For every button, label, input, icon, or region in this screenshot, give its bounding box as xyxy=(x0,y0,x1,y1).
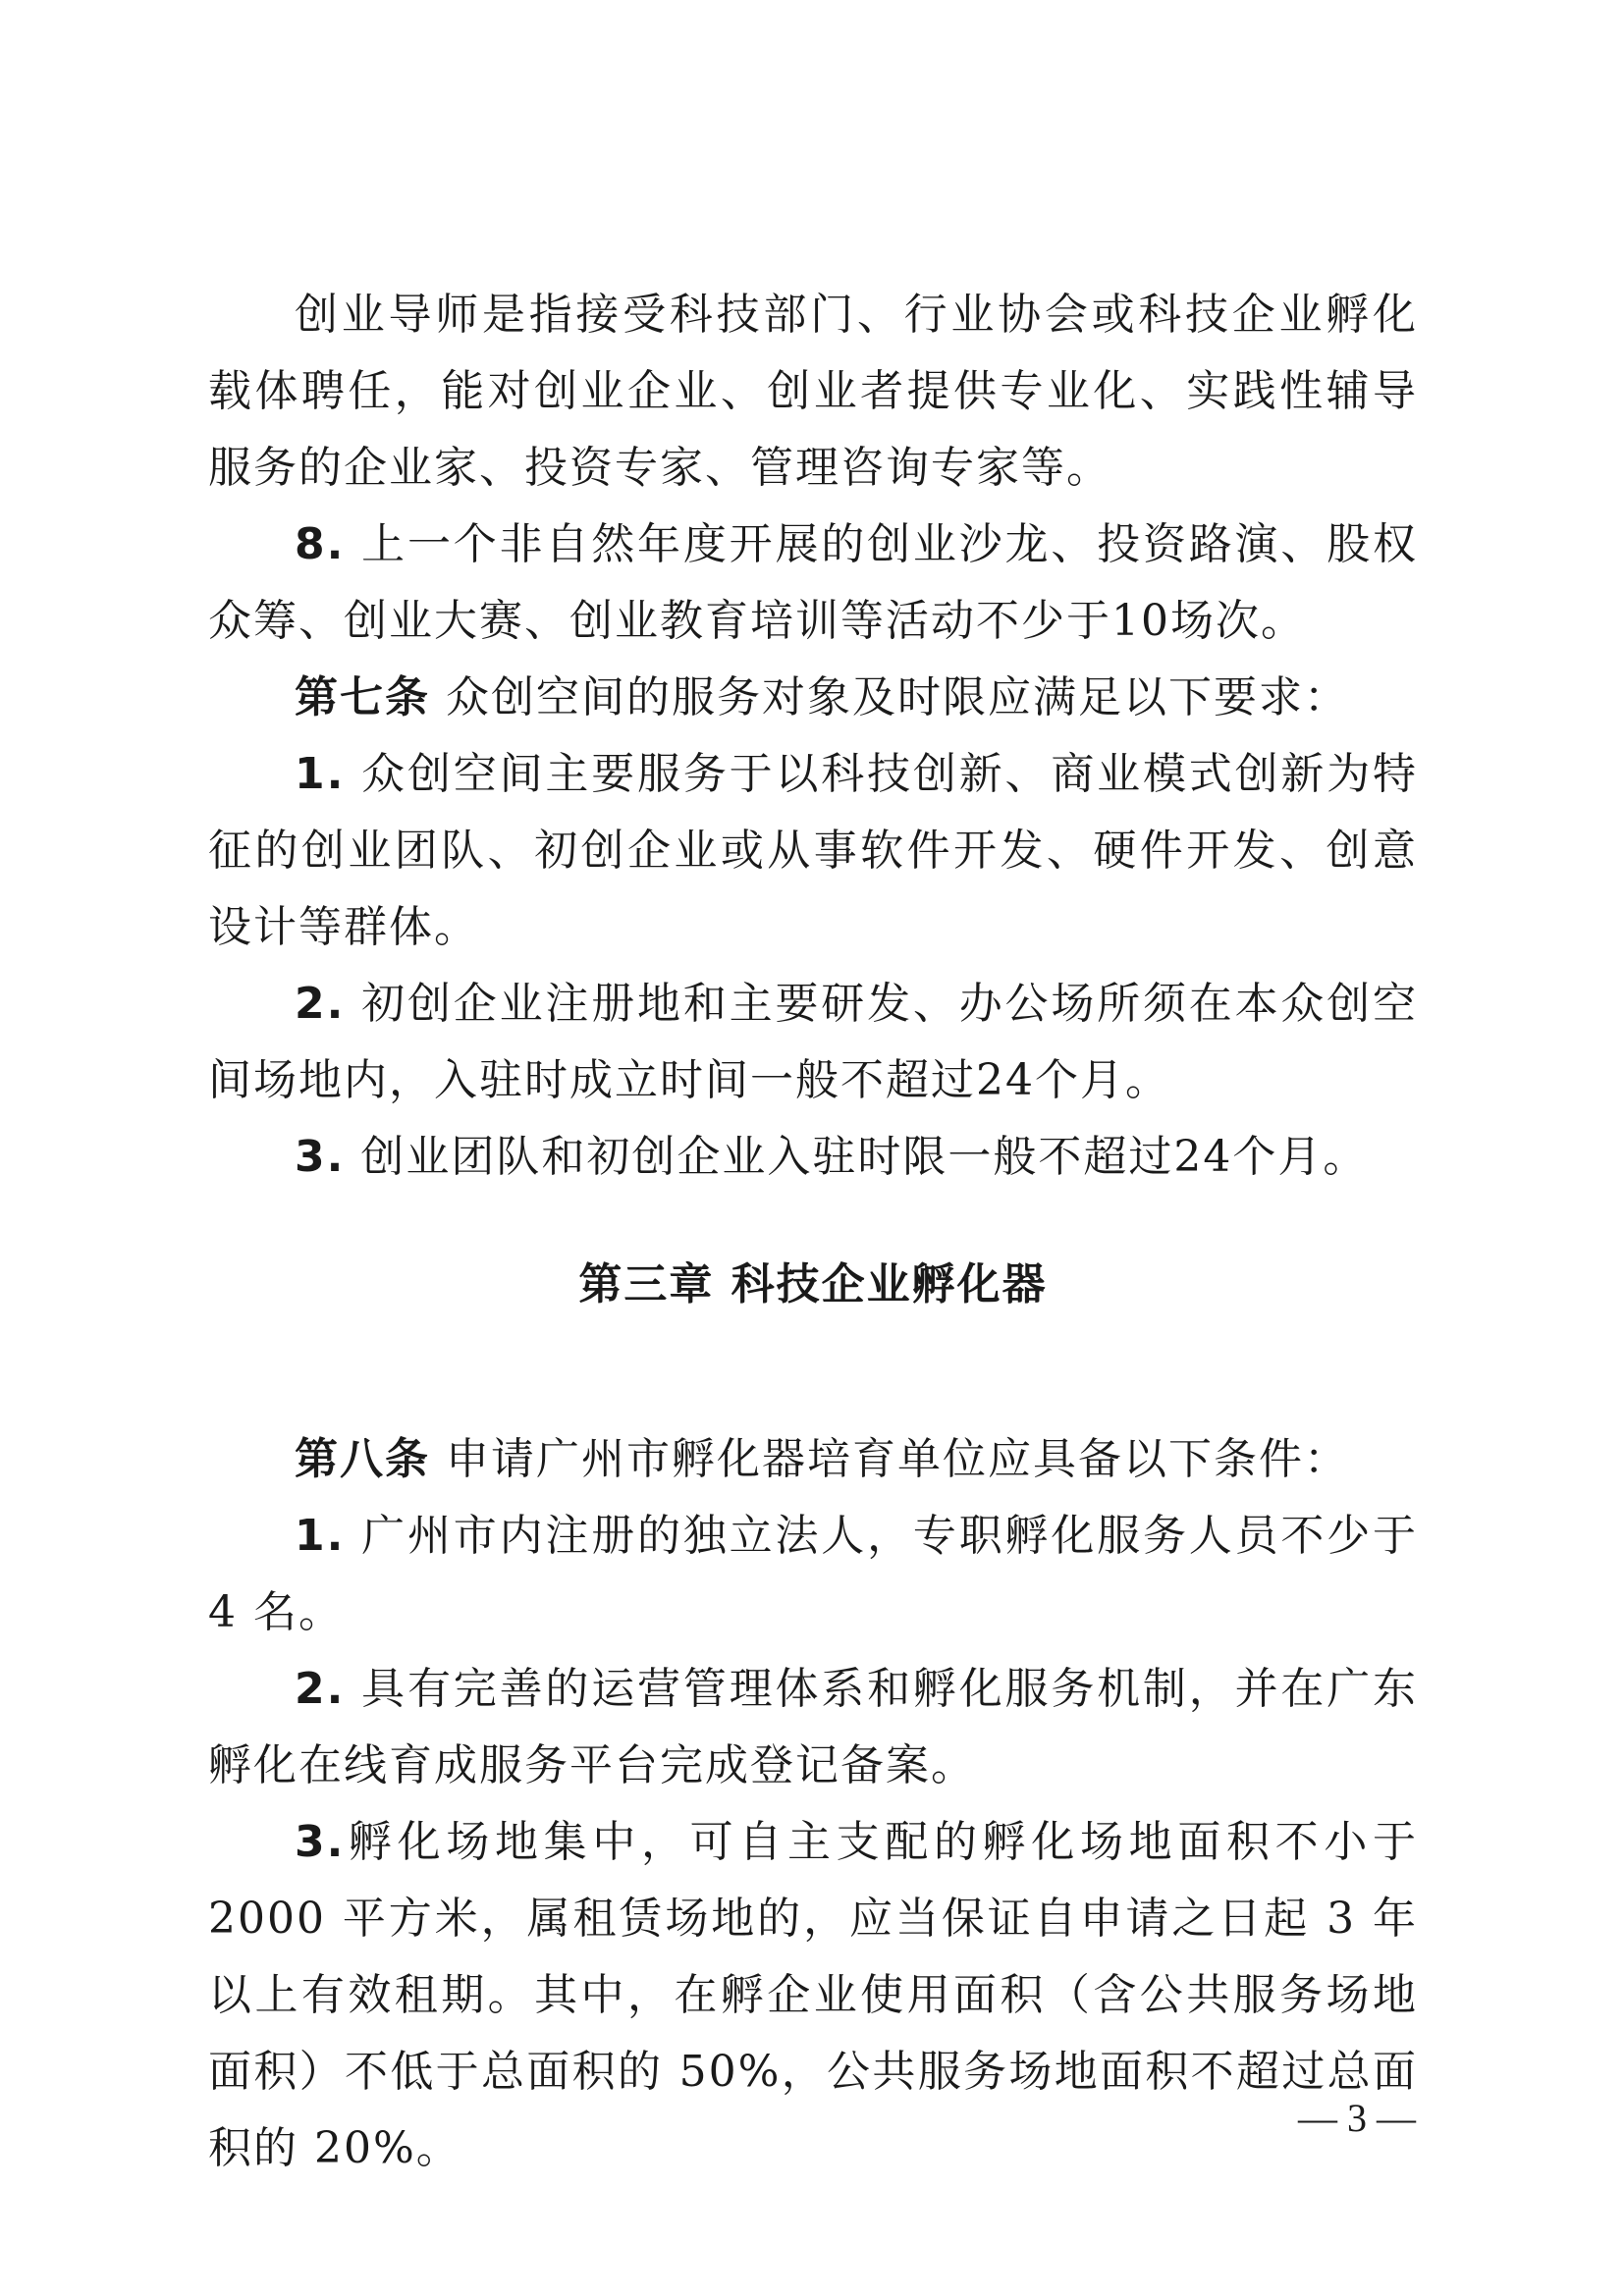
article-label: 第八条 xyxy=(295,1434,430,1484)
paragraph-text: 广州市内注册的独立法人，专职孵化服务人员不少于 4 名。 xyxy=(208,1511,1418,1637)
paragraph-article-8-item-1 xyxy=(208,1498,1418,1651)
paragraph-text: 众创空间主要服务于以科技创新、商业模式创新为特征的创业团队、初创企业或从事软件开发、硬件开发、创意设计等群体。 xyxy=(208,749,1418,952)
article-7-heading xyxy=(208,660,1418,736)
paragraph-text: 具有完善的运营管理体系和孵化服务机制，并在广东孵化在线育成服务平台完成登记备案。 xyxy=(208,1664,1418,1790)
paragraph-text: 上一个非自然年度开展的创业沙龙、投资路演、股权众筹、创业大赛、创业教育培训等活动不少于10场次。 xyxy=(208,519,1418,646)
paragraph-text: 创业导师是指接受科技部门、行业协会或科技企业孵化载体聘任，能对创业企业、创业者提供专业化、实践性辅导服务的企业家、投资专家、管理咨询专家等。 xyxy=(208,290,1418,493)
paragraph-article-7-item-3 xyxy=(208,1119,1418,1196)
paragraph-article-7-item-1 xyxy=(208,736,1418,966)
item-number: 2. xyxy=(295,1664,346,1714)
chapter-title: 第三章 科技企业孵化器 xyxy=(578,1259,1048,1309)
paragraph-item-8 xyxy=(208,507,1418,660)
paragraph-article-8-item-3 xyxy=(208,1804,1418,2187)
item-number: 2. xyxy=(295,979,346,1029)
paragraph-mentor-definition xyxy=(208,277,1418,507)
article-label: 第七条 xyxy=(295,672,430,722)
paragraph-article-7-item-2 xyxy=(208,966,1418,1119)
item-number: 3. xyxy=(295,1817,346,1867)
item-number: 1. xyxy=(295,749,346,799)
page-number: — 3 — xyxy=(1298,2096,1416,2140)
article-8-heading xyxy=(208,1421,1418,1498)
item-number: 1. xyxy=(295,1511,346,1561)
paragraph-text: 申请广州市孵化器培育单位应具备以下条件： xyxy=(430,1434,1349,1484)
paragraph-text: 创业团队和初创企业入驻时限一般不超过24个月。 xyxy=(345,1132,1369,1182)
paragraph-text: 初创企业注册地和主要研发、办公场所须在本众创空间场地内，入驻时成立时间一般不超过24个月。 xyxy=(208,979,1418,1105)
paragraph-text: 众创空间的服务对象及时限应满足以下要求： xyxy=(430,672,1349,722)
paragraph-text: 孵化场地集中，可自主支配的孵化场地面积不小于 2000 平方米，属租赁场地的，应当保证自申请之日起 3 年以上有效租期。其中，在孵企业使用面积（含公共服务场地面积）不低于总面积的 50%，公共服务场地面积不超过总面积的 20%。 xyxy=(208,1817,1418,2173)
paragraph-article-8-item-2 xyxy=(208,1651,1418,1804)
item-number: 3. xyxy=(295,1132,346,1182)
item-number: 8. xyxy=(295,519,346,569)
